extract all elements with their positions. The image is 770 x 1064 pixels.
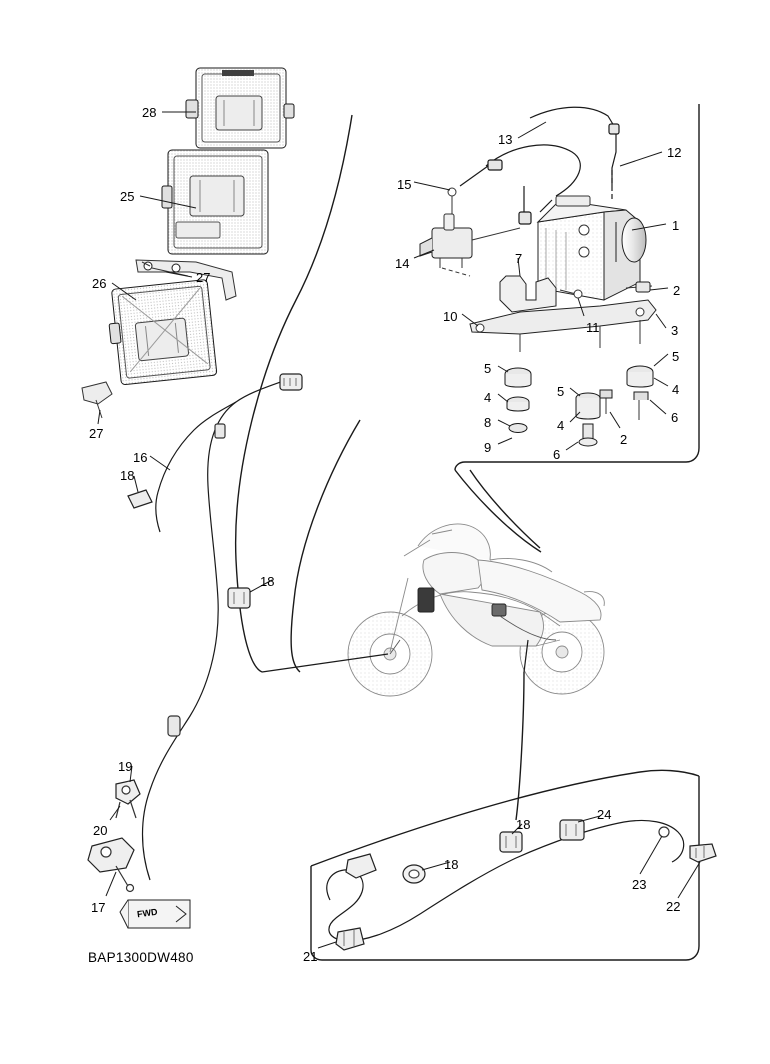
callout-18-upper-left: 18: [120, 468, 135, 483]
callout-9: 9: [484, 440, 492, 455]
callout-12: 12: [667, 145, 682, 160]
callout-27-upper: 27: [196, 270, 211, 285]
callout-18-rear-right: 18: [516, 817, 531, 832]
callout-13: 13: [498, 132, 513, 147]
callout-10: 10: [443, 309, 458, 324]
callout-7: 7: [515, 251, 523, 266]
diagram-part-code: BAP1300DW480: [88, 950, 194, 965]
callout-26: 26: [92, 276, 107, 291]
fwd-direction-label: FWD: [136, 906, 159, 920]
callout-8: 8: [484, 415, 492, 430]
callout-22: 22: [666, 899, 681, 914]
callout-15: 15: [397, 177, 412, 192]
callout-27-lower: 27: [89, 426, 104, 441]
callout-4-right: 4: [672, 382, 680, 397]
callout-18-rear-left: 18: [444, 857, 459, 872]
callout-17: 17: [91, 900, 106, 915]
callout-23: 23: [632, 877, 647, 892]
callout-28: 28: [142, 105, 157, 120]
callout-21: 21: [303, 949, 318, 964]
callout-3: 3: [671, 323, 679, 338]
callout-6-right: 6: [671, 410, 679, 425]
callout-1: 1: [672, 218, 680, 233]
callout-2-upper: 2: [673, 283, 681, 298]
callout-5-center: 5: [557, 384, 565, 399]
callout-2-lower: 2: [620, 432, 628, 447]
callout-16: 16: [133, 450, 148, 465]
callout-6-center: 6: [553, 447, 561, 462]
callout-5-left: 5: [484, 361, 492, 376]
callout-4-center: 4: [557, 418, 565, 433]
callout-24: 24: [597, 807, 612, 822]
callout-25: 25: [120, 189, 135, 204]
callout-20: 20: [93, 823, 108, 838]
callout-14: 14: [395, 256, 410, 271]
callout-18-mid: 18: [260, 574, 275, 589]
callout-19: 19: [118, 759, 133, 774]
callout-11: 11: [586, 320, 600, 335]
callout-4-left: 4: [484, 390, 492, 405]
callout-5-right: 5: [672, 349, 680, 364]
